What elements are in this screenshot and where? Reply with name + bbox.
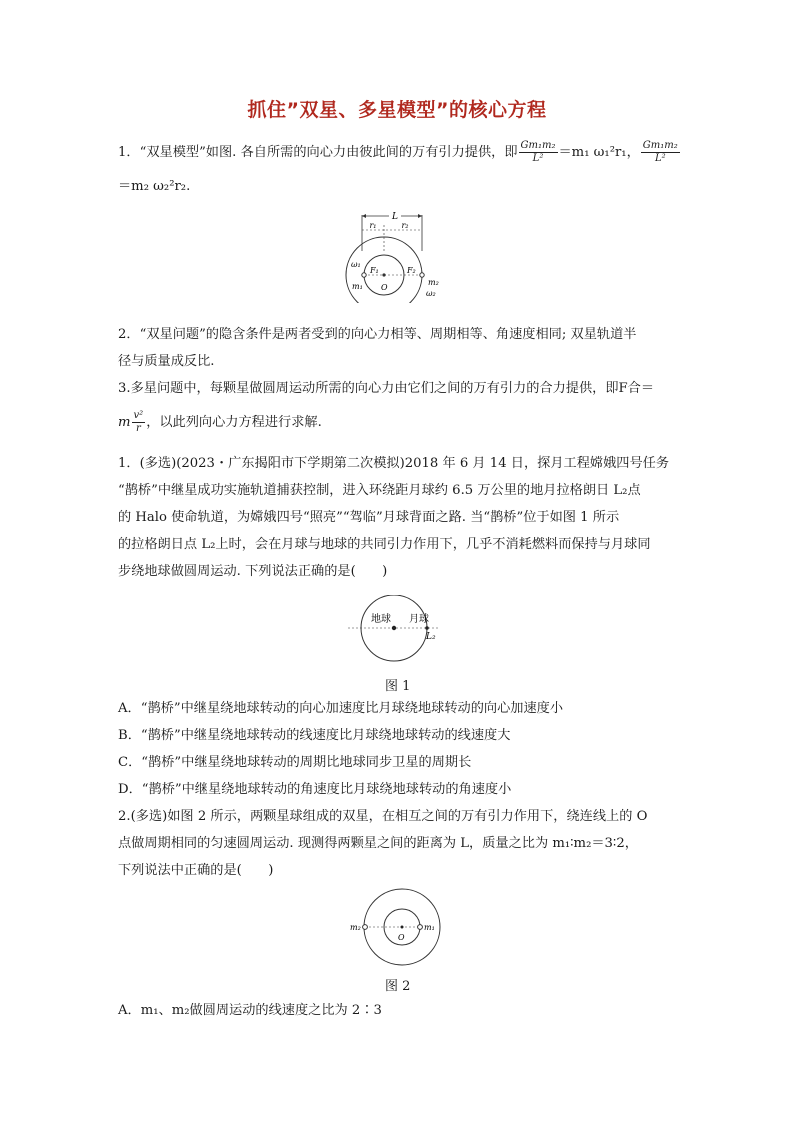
question-2-line-3: 下列说法中正确的是( ) [118, 863, 274, 878]
label-r2: r₂ [401, 221, 409, 230]
question-2-line-2: 点做周期相同的匀速圆周运动. 现测得两颗星之间的距离为 L，质量之比为 m₁∶m₂＝3∶2， [118, 836, 638, 851]
question-1-line-1: 1．(多选)(2023・广东揭阳市下学期第二次模拟)2018 年 6 月 14 日，探月工程嫦娥四号任务 [118, 456, 670, 471]
option-c[interactable]: C．“鹊桥”中继星绕地球转动的周期比地球同步卫星的周期长 [118, 755, 472, 770]
question-1-line-4: 的拉格朗日点 L₂上时，会在月球与地球的共同引力作用下，几乎不消耗燃料而保持与月球同 [118, 537, 651, 552]
velocity-fraction [132, 410, 146, 435]
fraction-numerator: Gm₁m₂ [642, 140, 678, 151]
page-title: 抓住”双星、多星模型”的核心方程 [247, 99, 547, 121]
label-m1: m₁ [352, 282, 363, 291]
label-F1: F₁ [370, 266, 379, 275]
double-star-diagram [340, 203, 450, 303]
mass-symbol: m [118, 415, 131, 430]
paragraph-1-line-1 [118, 140, 681, 165]
paragraph-3-rest: ，以此列向心力方程进行求解. [146, 415, 322, 430]
question-1-line-5: 步绕地球做圆周运动. 下列说法正确的是( ) [118, 564, 388, 579]
label-F2: F₂ [407, 266, 416, 275]
fraction-denominator: r [135, 423, 141, 434]
binary-star-diagram [346, 886, 446, 968]
label-m2: m₂ [428, 278, 439, 287]
fraction-numerator: Gm₁m₂ [520, 140, 556, 151]
fraction-numerator: v² [133, 410, 144, 421]
earth-moon-diagram [346, 595, 450, 665]
label-omega2: ω₂ [426, 289, 436, 298]
m1-label: m₁ [424, 923, 435, 932]
question-2-line-1: 2.(多选)如图 2 所示，两颗星球组成的双星，在相互之间的万有引力作用下，绕连线上的 O [118, 809, 648, 824]
paragraph-1-line-2: ＝m₂ ω₂²r₂. [118, 179, 191, 194]
label-O: O [381, 283, 388, 292]
question-1-line-3: 的 Halo 使命轨道，为嫦娥四号“照亮”“驾临”月球背面之路. 当“鹊桥”位于如图 1 所示 [118, 510, 620, 525]
option-d[interactable]: D．“鹊桥”中继星绕地球转动的角速度比月球绕地球转动的角速度小 [118, 782, 512, 797]
question-1-line-2: “鹊桥”中继星成功实施轨道捕获控制，进入环绕距月球约 6.5 万公里的地月拉格朗日 L₂点 [118, 483, 641, 498]
q2-option-a[interactable]: A．m₁、m₂做圆周运动的线速度之比为 2∶3 [118, 1003, 382, 1018]
label-r1: r₁ [369, 221, 377, 230]
paragraph-3-line-1: 3.多星问题中，每颗星做圆周运动所需的向心力由它们之间的万有引力的合力提供，即F合＝ [118, 381, 655, 396]
fraction-denominator: L² [532, 153, 544, 164]
label-omega1: ω₁ [351, 260, 361, 269]
option-b[interactable]: B．“鹊桥”中继星绕地球转动的线速度比月球绕地球转动的线速度大 [118, 728, 511, 743]
moon-label: 月球 [409, 614, 429, 625]
paragraph-1-prefix: 1．“双星模型”如图. 各自所需的向心力由彼此间的万有引力提供，即 [118, 145, 518, 160]
paragraph-3-line-2 [118, 410, 322, 435]
fraction-denominator: L² [654, 153, 666, 164]
option-a[interactable]: A．“鹊桥”中继星绕地球转动的向心加速度比月球绕地球转动的向心加速度小 [118, 701, 564, 716]
paragraph-1-mid: ＝m₁ ω₁²r₁， [558, 145, 640, 160]
gravity-fraction-1 [519, 140, 558, 165]
figure-1-caption: 图 1 [385, 679, 411, 694]
center-O-label: O [398, 933, 405, 942]
m2-label: m₂ [350, 923, 361, 932]
label-L: L [392, 212, 398, 222]
earth-label: 地球 [371, 614, 391, 625]
paragraph-2-line-2: 径与质量成反比. [118, 354, 215, 369]
gravity-fraction-2 [641, 140, 680, 165]
lagrange-L2-label: L₂ [426, 632, 436, 642]
paragraph-2-line-1: 2．“双星问题”的隐含条件是两者受到的向心力相等、周期相等、角速度相同; 双星轨道半 [118, 327, 637, 342]
figure-2-caption: 图 2 [385, 979, 411, 994]
